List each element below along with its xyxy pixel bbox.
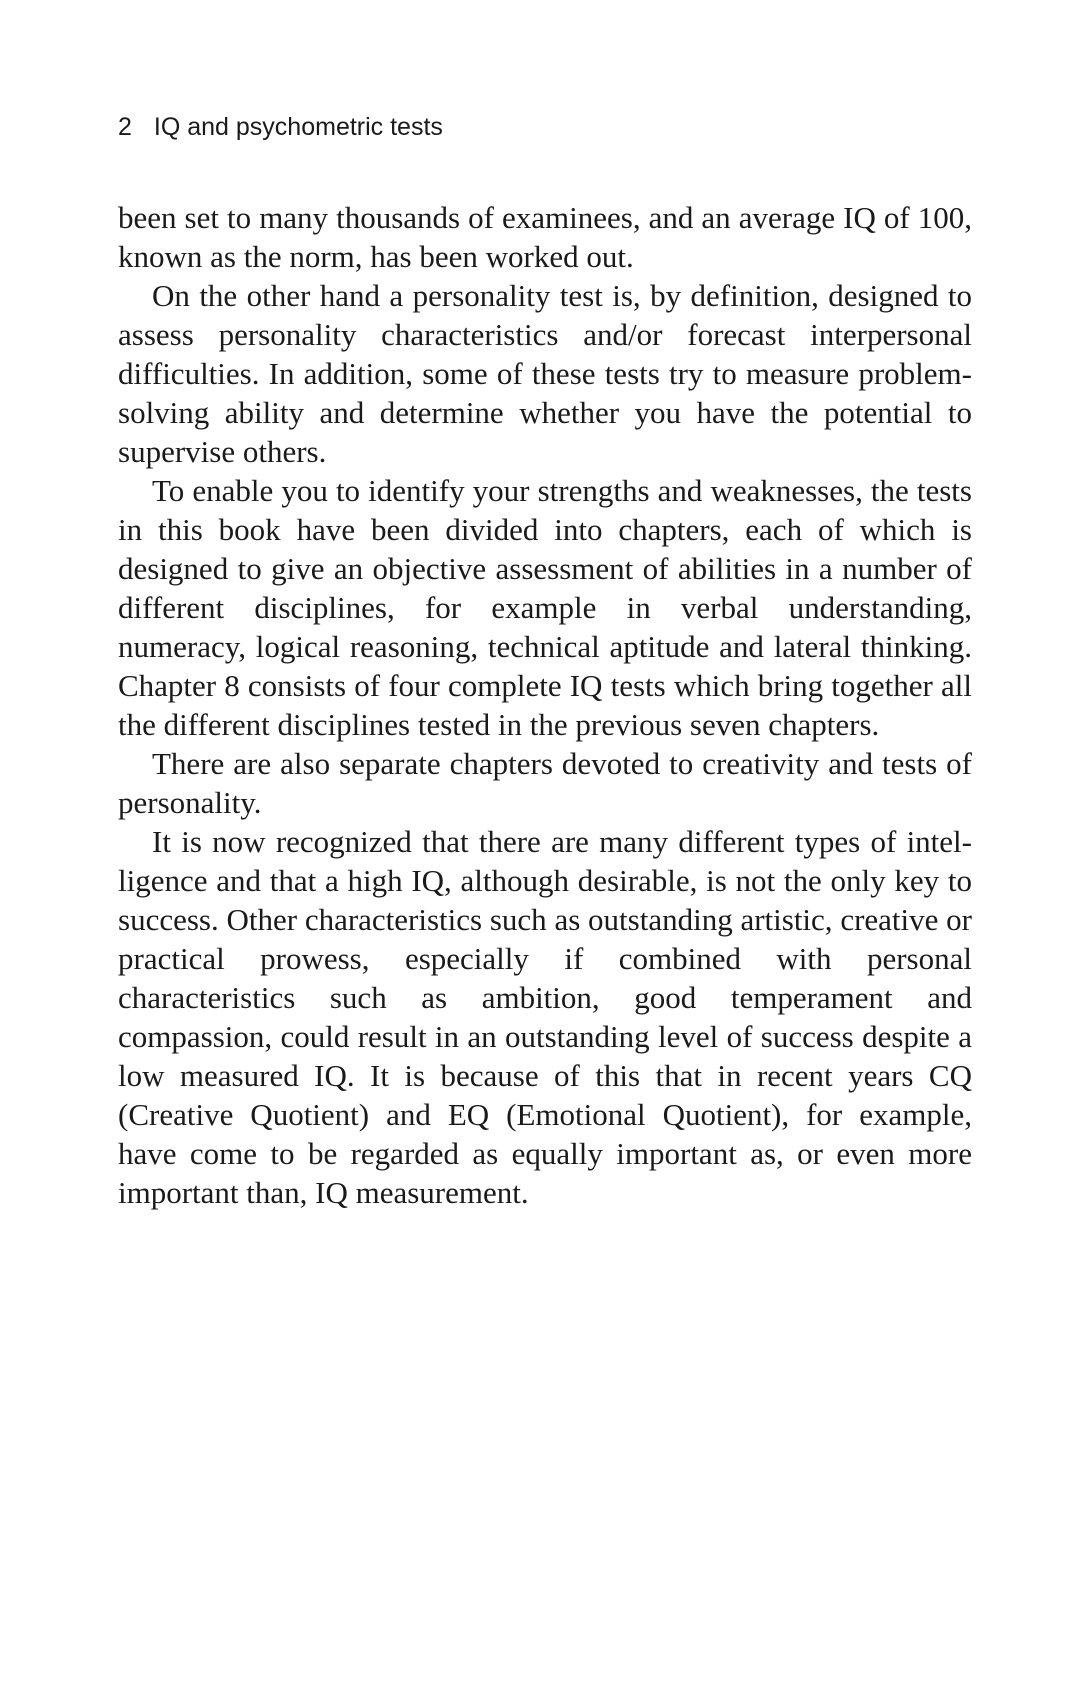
page-number: 2: [118, 113, 132, 141]
paragraph-continuation: been set to many thousands of examinees, and an average IQ of 100, known as the norm, has been worked out.: [118, 200, 972, 274]
paragraph-types-of-intelligence: It is now recognized that there are many different types of intelligence and that a high IQ, although desirable, is not the only key to success. Other characteristics such as outstanding artistic, creative or practical prowess, especially if combined with personal characteristics such as ambition, good temperament and compassion, could result in an outstanding level of success despite a low measured IQ. It is because of this that in recent years CQ (Creative Quotient) and EQ (Emotional Quotient), for example, have come to be regarded as equally important as, or even more important than, IQ measurement.: [118, 824, 972, 1210]
paragraph-personality-test: On the other hand a personality test is, by definition, designed to assess personality characteristics and/or forecast interpersonal difficulties. In addition, some of these tests try to measure problem-solving ability and determine whether you have the potential to supervise others.: [118, 278, 972, 469]
running-title: IQ and psychometric tests: [153, 113, 443, 141]
paragraph-chapters-overview: To enable you to identify your strengths and weaknesses, the tests in this book have been divided into chapters, each of which is designed to give an objective assessment of abilities in a number of different disciplines, for example in verbal understanding, numeracy, logical reasoning, technical aptitude and lateral thinking. Chapter 8 consists of four complete IQ tests which bring together all the different disciplines tested in the previous seven chapters.: [118, 473, 972, 742]
paragraph-creativity-personality: There are also separate chapters devoted to creativity and tests of personality.: [118, 746, 972, 820]
running-head: [118, 112, 443, 142]
body-text: [118, 198, 972, 1212]
